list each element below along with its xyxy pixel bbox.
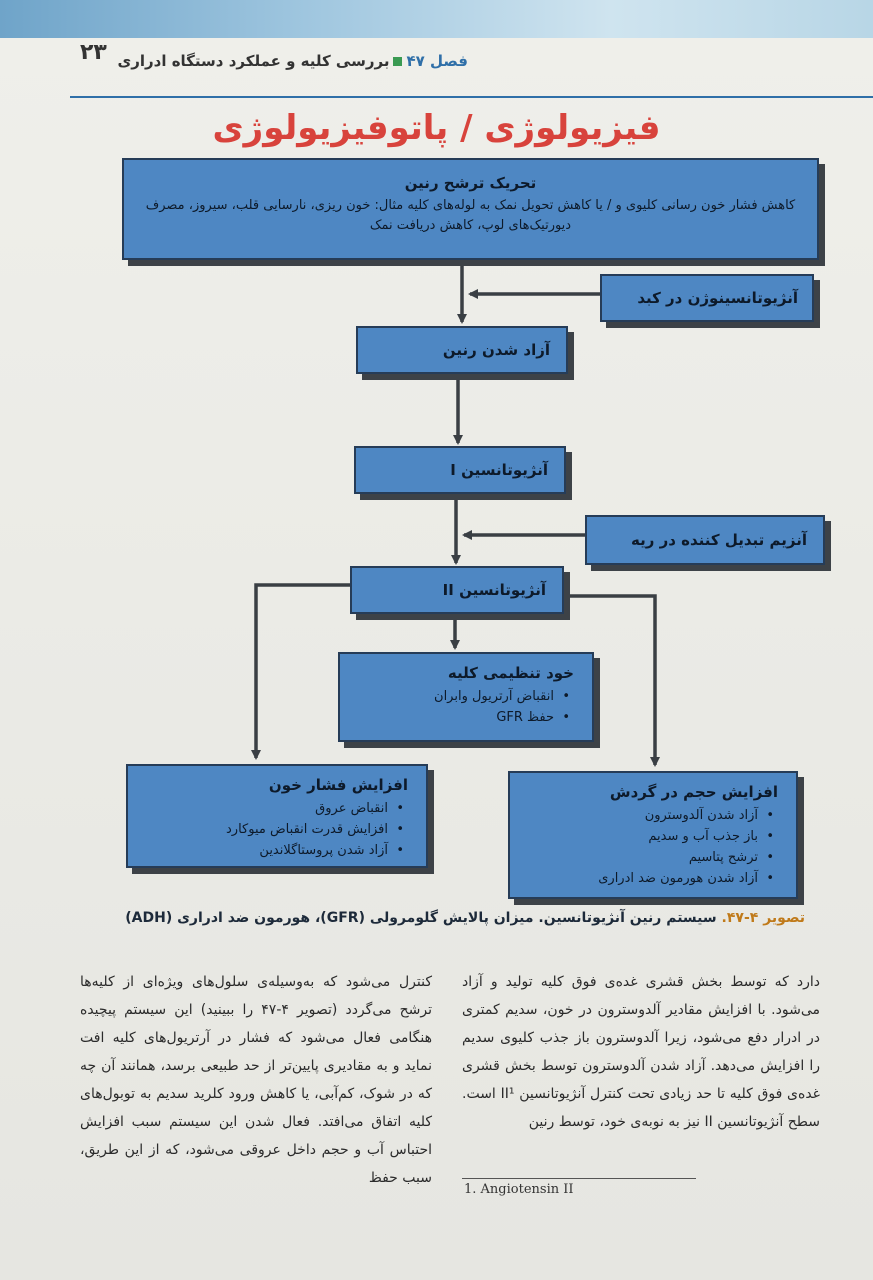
ace-title: آنزیم تبدیل کننده در ریه: [630, 531, 807, 549]
blood-pressure-item: • آزاد شدن پروستاگلاندین: [128, 840, 388, 861]
angiotensin1-box: [354, 446, 566, 494]
angiotensinogen-title: آنژیوتانسینوژن در کبد: [637, 289, 798, 307]
body-column-left: [80, 968, 432, 1192]
volume-item: • ترشح پتاسیم: [510, 847, 758, 868]
arrow-ang2-to-bp: [256, 585, 350, 758]
footnote: 1. Angiotensin II: [464, 1182, 574, 1197]
autoregulation-box: [338, 652, 594, 742]
angiotensinogen-box: [600, 274, 814, 322]
blood-pressure-list: [128, 798, 408, 861]
left-column-text: کنترل می‌شود که به‌وسیله‌ی سلول‌های ویژه‌ای از کلیه‌ها ترشح می‌گردد (تصویر ۴-۴۷ را ببینید) این سیستم پیچیده هنگامی فعال می‌شود که فشار در آرتریول‌های کلیه افت نماید و به مقادیری پایین‌تر از حد طبیعی برسد، همانند آن چه که در شوک، کم‌آبی، یا کاهش ورود کلرید سدیم به توبول‌های کلیه اتفاق می‌افتد. فعال شدن این سیستم سبب افزایش احتباس آب و حجم داخل عروقی می‌شود، که از این طریق، سبب حفظ: [80, 974, 432, 1186]
volume-item: • آزاد شدن آلدوسترون: [510, 805, 758, 826]
blood-pressure-box: [126, 764, 428, 868]
chapter-title: بررسی کلیه و عملکرد دستگاه ادراری: [117, 52, 390, 70]
angiotensin2-box: [350, 566, 564, 614]
autoregulation-item: • انقباض آرتریول وابران: [340, 686, 554, 707]
renin-stimulus-body: کاهش فشار خون رسانی کلیوی و / یا کاهش تحویل نمک به لوله‌های کلیه مثال: خون ریزی، نارسایی قلب، سیروز، مصرف دیورتیک‌های لوپ، کاهش دریافت نمک: [145, 198, 796, 233]
autoregulation-item: • حفظ GFR: [340, 707, 554, 728]
chapter-label: فصل ۴۷: [406, 52, 468, 70]
renin-release-title: آزاد شدن رنین: [442, 341, 550, 359]
ace-box: [585, 515, 825, 565]
volume-item: • آزاد شدن هورمون ضد ادراری: [510, 868, 758, 889]
page-number: ۲۳: [80, 40, 107, 65]
figure-caption: [125, 910, 805, 926]
blood-pressure-item: • انقباض عروق: [128, 798, 388, 819]
right-column-text: دارد که توسط بخش قشری غده‌ی فوق کلیه تولید و آزاد می‌شود. با افزایش مقادیر آلدوسترون در خون، سدیم کمتری در ادرار دفع می‌شود، زیرا آلدوسترون باز جذب کلیوی سدیم را افزایش می‌دهد. آزاد شدن آلدوسترون توسط بخش قشری غده‌ی فوق کلیه تا حد زیادی تحت کنترل آنژیوتانسین II¹ است. سطح آنژیوتانسین II نیز به نوبه‌ی خود، توسط رنین: [462, 974, 820, 1130]
blood-pressure-title: افزایش فشار خون: [268, 776, 408, 794]
volume-box: [508, 771, 798, 899]
caption-text: سیستم رنین آنژیوتانسین. میزان پالایش گلومرولی (GFR)، هورمون ضد ادراری (ADH): [125, 910, 717, 926]
page-title: فیزیولوژی / پاتوفیزیولوژی: [212, 108, 661, 148]
autoregulation-title: خود تنظیمی کلیه: [447, 664, 574, 682]
renin-stimulus-title: تحریک ترشح رنین: [404, 174, 537, 192]
body-column-right: [462, 968, 820, 1136]
renin-stimulus-box: [122, 158, 819, 260]
angiotensin1-title: آنژیوتانسین I: [450, 461, 548, 479]
caption-label: تصویر ۴-۴۷.: [721, 910, 805, 926]
volume-item: • باز جذب آب و سدیم: [510, 826, 758, 847]
footnote-rule: [462, 1178, 696, 1179]
volume-title: افزایش حجم در گردش: [609, 783, 778, 801]
angiotensin2-title: آنژیوتانسین II: [442, 581, 546, 599]
blood-pressure-item: • افزایش قدرت انقباض میوکارد: [128, 819, 388, 840]
autoregulation-list: [340, 686, 574, 728]
renin-release-box: [356, 326, 568, 374]
volume-list: [510, 805, 778, 889]
